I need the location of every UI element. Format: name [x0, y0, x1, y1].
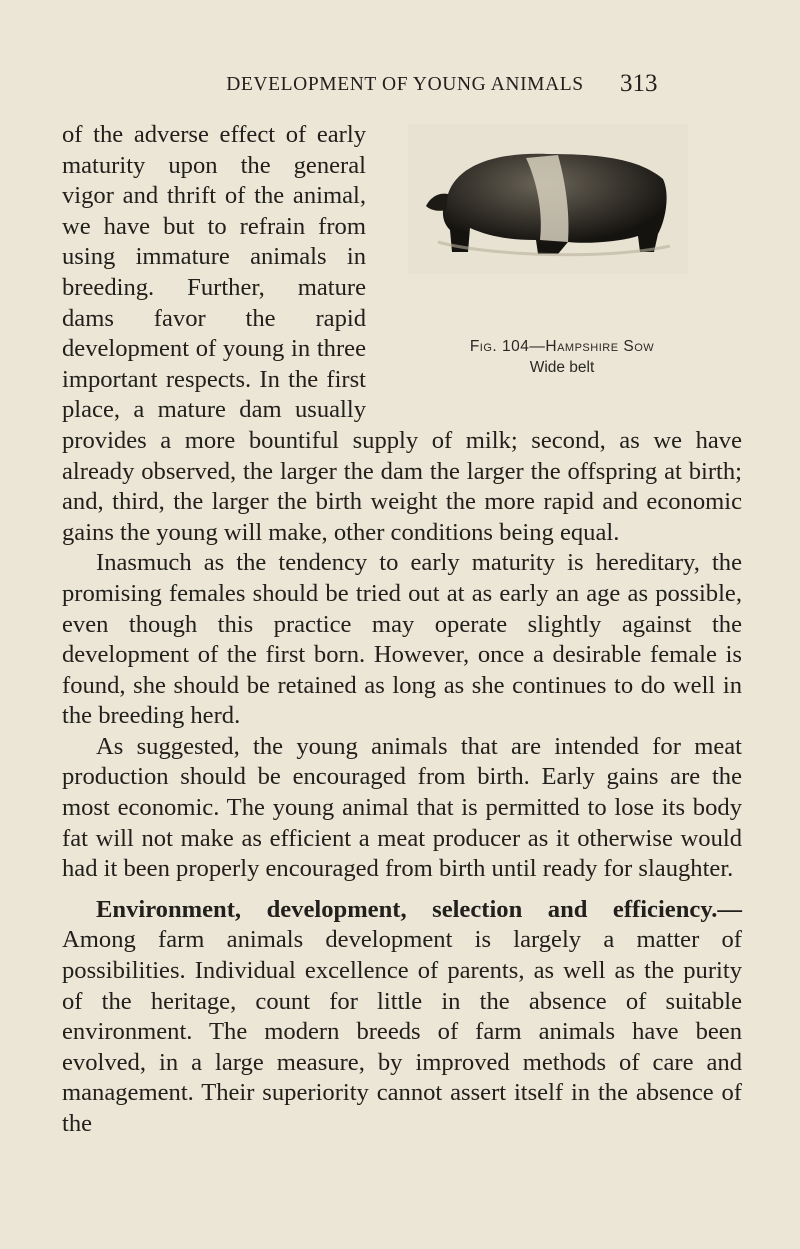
figure-caption-title: Fig. 104—Hampshire Sow	[469, 338, 655, 355]
sow-photo-illustration	[408, 124, 688, 274]
figure-caption-subtitle: Wide belt	[529, 359, 595, 376]
page-number: 313	[620, 70, 658, 97]
paragraph-4-text: Among farm animals development is largely a matter of possibilities. Individual excellence of parents, as well as the purity of the heritage, count for little in the absence of suitable environment. The modern breeds of farm animals have been evolved, in a large measure, by improved methods of care and management. Their superiority cannot assert itself in the absence of the	[62, 926, 742, 1137]
figure-hampshire-sow	[382, 124, 742, 418]
paragraph-2: Inasmuch as the tendency to early maturity is hereditary, the promising females should be tried out at as early an age as possible, even though this practice may operate slightly against the development of the first born. However, once a desirable female is found, she should be retained as long as she continues to do well in the breeding herd.	[62, 549, 742, 730]
paragraph-4	[62, 895, 742, 1140]
paragraph-1-text: of the adverse effect of early maturity upon the general vigor and thrift of the animal, we have but to refrain from using immature animals in breeding. Further, mature dams favor the rapid development of young in three important respects. In the first place, a mature dam usually provides a more bountiful supply of milk; second, as we have already observed, the larger the dam the larger the offspring at birth; and, third, the larger the birth weight the more rapid and economic gains the young will make, other conditions being equal.	[62, 121, 742, 546]
paragraph-3: As suggested, the young animals that are intended for meat production should be encouraged from birth. Early gains are the most economic. The young animal that is permitted to lose its body fat will not make as efficient a meat producer as it otherwise would had it been properly encouraged from birth until ready for slaughter.	[62, 732, 742, 883]
paragraph-1	[62, 120, 742, 548]
figure-caption	[382, 336, 742, 378]
running-head: DEVELOPMENT OF YOUNG ANIMALS	[226, 74, 584, 95]
body-text	[62, 120, 742, 1140]
section-heading: Environment, development, selection and efficiency.—	[96, 895, 742, 923]
